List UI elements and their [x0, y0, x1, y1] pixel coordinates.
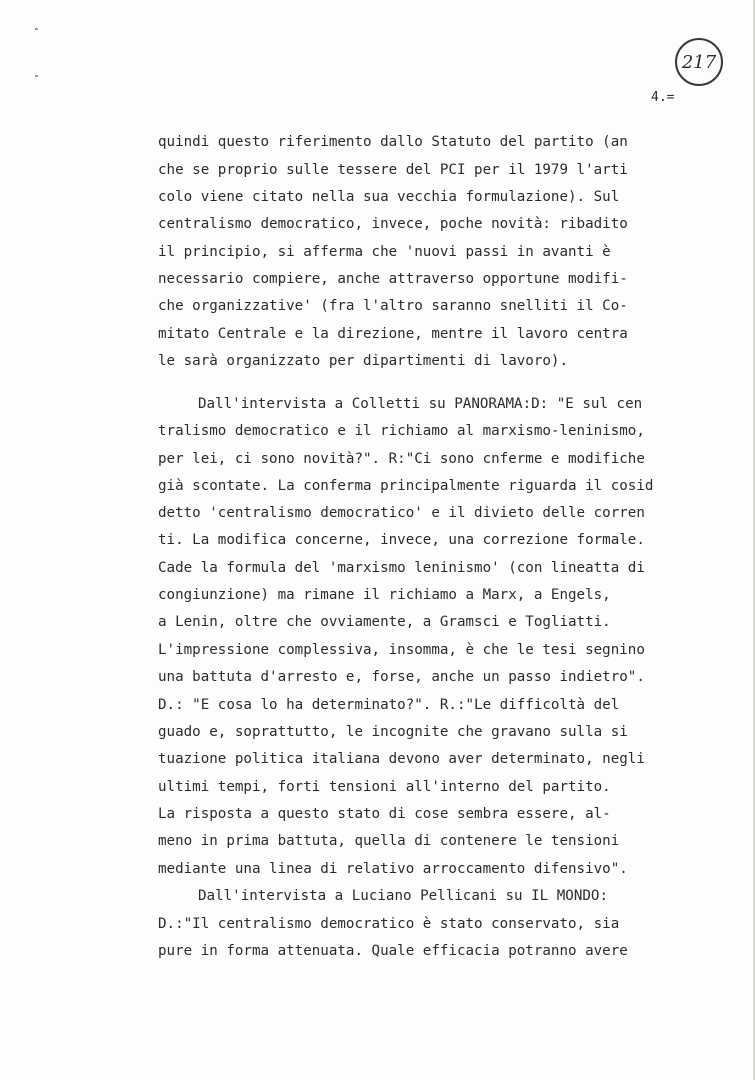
scan-speck — [35, 75, 38, 77]
text-line: centralismo democratico, invece, poche novità: ribadito — [158, 216, 628, 232]
text-line: per lei, ci sono novità?". R:"Ci sono cnferme e modifiche — [158, 451, 645, 467]
text-line: una battuta d'arresto e, forse, anche un passo indietro". — [158, 669, 645, 685]
text-line: necessario compiere, anche attraverso opportune modifi- — [158, 271, 628, 287]
text-line: colo viene citato nella sua vecchia formulazione). Sul — [158, 189, 620, 205]
text-line: meno in prima battuta, quella di contenere le tensioni — [158, 833, 620, 849]
text-line: Cade la formula del 'marxismo leninismo' (con lineatta di — [158, 560, 645, 576]
text-line: ti. La modifica concerne, invece, una correzione formale. — [158, 532, 645, 548]
text-line: a Lenin, oltre che ovviamente, a Gramsci e Togliatti. — [158, 614, 611, 630]
text-line: mediante una linea di relativo arroccamento difensivo". — [158, 861, 628, 877]
text-line: L'impressione complessiva, insomma, è che le tesi segnino — [158, 642, 645, 658]
text-line: guado e, soprattutto, le incognite che gravano sulla si — [158, 724, 628, 740]
text-line: quindi questo riferimento dallo Statuto del partito (an — [158, 134, 628, 150]
page-number: 4.= — [651, 90, 675, 105]
text-line: D.:"Il centralismo democratico è stato conservato, sia — [158, 916, 620, 932]
text-line: che se proprio sulle tessere del PCI per il 1979 l'arti — [158, 162, 628, 178]
text-line: La risposta a questo stato di cose sembra essere, al- — [158, 806, 611, 822]
text-line: pure in forma attenuata. Quale efficacia potranno avere — [158, 943, 628, 959]
text-line: già scontate. La conferma principalmente riguarda il cosid — [158, 478, 654, 494]
text-line: che organizzative' (fra l'altro saranno snelliti il Co- — [158, 298, 628, 314]
text-line: Dall'intervista a Colletti su PANORAMA:D: "E sul cen — [198, 396, 643, 412]
archive-page-stamp: 217 — [675, 38, 723, 86]
scan-speck — [35, 28, 38, 30]
text-line: tuazione politica italiana devono aver determinato, negli — [158, 751, 645, 767]
text-line: detto 'centralismo democratico' e il divieto delle corren — [158, 505, 645, 521]
text-line: il principio, si afferma che 'nuovi passi in avanti è — [158, 244, 611, 260]
text-line: tralismo democratico e il richiamo al marxismo-leninismo, — [158, 423, 645, 439]
text-line: le sarà organizzato per dipartimenti di lavoro). — [158, 353, 568, 369]
text-line: Dall'intervista a Luciano Pellicani su IL MONDO: — [198, 888, 608, 904]
text-line: D.: "E cosa lo ha determinato?". R.:"Le difficoltà del — [158, 697, 620, 713]
text-line: ultimi tempi, forti tensioni all'interno del partito. — [158, 779, 611, 795]
text-line: mitato Centrale e la direzione, mentre il lavoro centra — [158, 326, 628, 342]
text-line: congiunzione) ma rimane il richiamo a Marx, a Engels, — [158, 587, 611, 603]
